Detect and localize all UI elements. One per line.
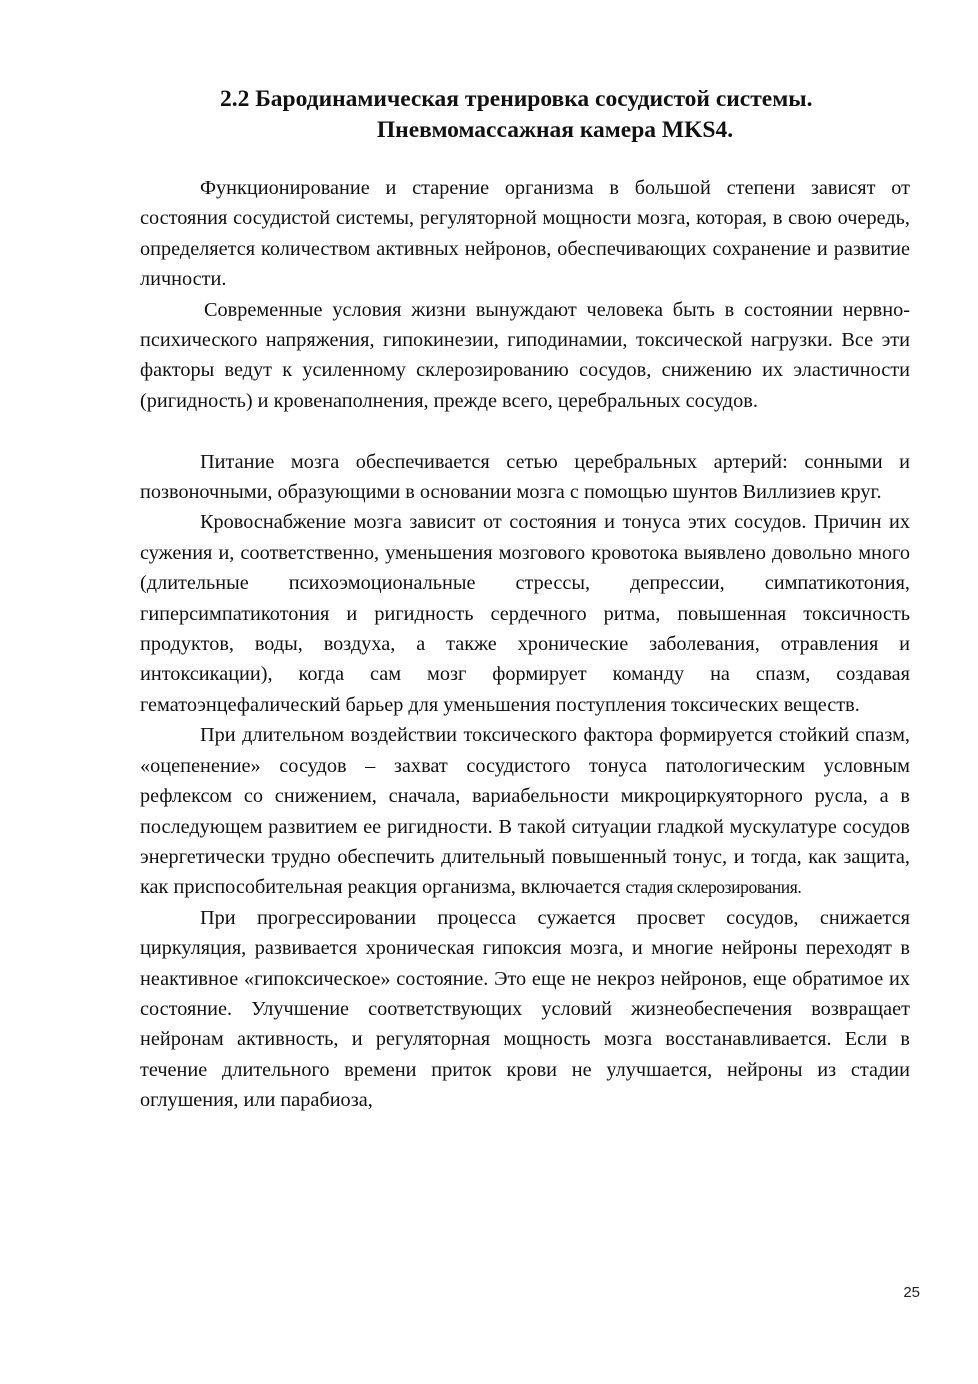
section-heading [140, 84, 910, 146]
paragraph-6: При прогрессировании процесса сужается просвет сосудов, снижается циркуляция, развивается хроническая гипоксия мозга, и многие нейроны переходят в неактивное «гипоксическое» состояние. Это еще не некроз нейронов, еще обратимое их состояние. Улучшение соответствующих условий жизнеобеспечения возвращает нейронам активность, и регуляторная мощность мозга восстанавливается. Если в течение длительного времени приток крови не улучшается, нейроны из стадии оглушения, или парабиоза, [140, 906, 910, 1112]
paragraph-5-tail: стадия склерозирования. [625, 877, 802, 898]
paragraph-2: Современные условия жизни вынуждают человека быть в состоянии нервно-психического напряжения, гипокинезии, гиподинамии, токсической нагрузки. Все эти факторы ведут к усиленному склерозированию сосудов, снижению их эластичности (ригидность) и кровенаполнения, прежде всего, церебральных сосудов. [140, 298, 910, 412]
paragraph-5 [140, 720, 910, 902]
section-heading-line-2: Пневмомассажная камера MKS4. [376, 117, 734, 143]
paragraph-1: Функционирование и старение организма в большой степени зависят от состояния сосудистой системы, регуляторной мощности мозга, которая, в свою очередь, определяется количеством активных нейронов, обеспечивающих сохранение и развитие личности. [140, 177, 910, 291]
paragraph-5-text: При длительном воздействии токсического фактора формируется стойкий спазм, «оцепенение» сосудов – захват сосудистого тонуса патологическим условным рефлексом со снижением, сначала, вариабельности микроциркуяторного русла, а в последующем развитием ее ригидности. В такой ситуации гладкой мускулатуре сосудов энергетически трудно обеспечить длительный повышенный тонус, и тогда, как защита, как приспособительная реакция организма, включается [140, 724, 910, 899]
section-heading-line-1: 2.2 Бародинамическая тренировка сосудистой системы. [220, 86, 813, 112]
paragraph-3: Питание мозга обеспечивается сетью церебральных артерий: сонными и позвоночными, образующими в основании мозга с помощью шунтов Виллизиев круг. [140, 450, 910, 504]
body-text [140, 173, 910, 1116]
page-number: 25 [903, 1284, 920, 1301]
paragraph-4: Кровоснабжение мозга зависит от состояния и тонуса этих сосудов. Причин их сужения и, соответственно, уменьшения мозгового кровотока выявлено довольно много (длительные психоэмоциональные стрессы, депрессии, симпатикотония, гиперсимпатикотония и ригидность сердечного ритма, повышенная токсичность продуктов, воды, воздуха, а также хронические заболевания, отравления и интоксикации), когда сам мозг формирует команду на спазм, создавая гематоэнцефалический барьер для уменьшения поступления токсических веществ. [140, 511, 910, 716]
